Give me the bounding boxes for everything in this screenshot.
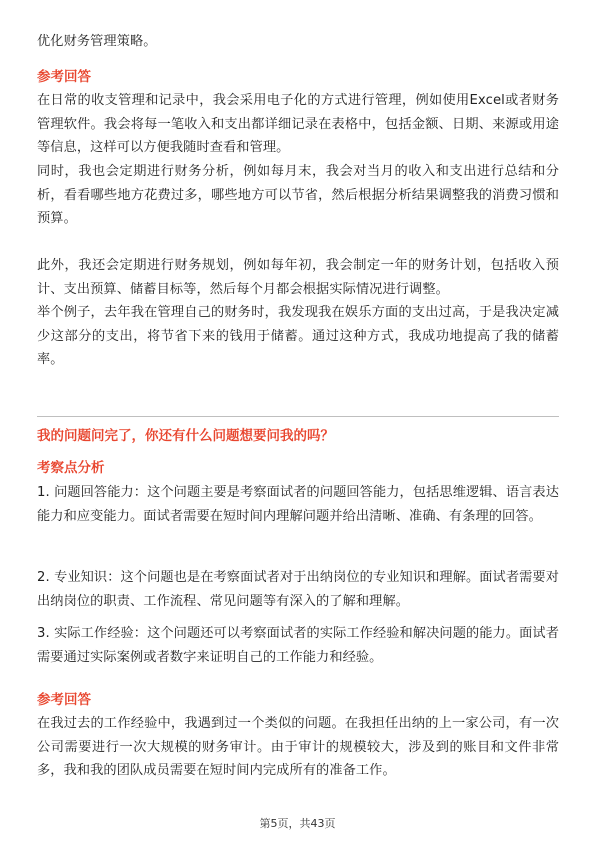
page-number: 第5页，共43页 bbox=[259, 817, 336, 830]
reference-answer-heading: 参考回答 bbox=[37, 692, 91, 708]
question-heading: 我的问题问完了，你还有什么问题想要问我的吗？ bbox=[37, 428, 334, 444]
analysis-heading: 考察点分析 bbox=[37, 460, 105, 476]
reference-answer-heading: 参考回答 bbox=[37, 69, 91, 85]
answer-paragraph: 在我过去的工作经验中，我遇到过一个类似的问题。在我担任出纳的上一家公司，有一次公司需要进行一次大规模的财务审计。由于审计的规模较大，涉及到的账目和文件非常多，我和我的团队成员需要在短时间内完成所有的准备工作。 bbox=[37, 716, 559, 778]
answer-paragraph: 同时，我也会定期进行财务分析，例如每月末，我会对当月的收入和支出进行总结和分析，看看哪些地方花费过多，哪些地方可以节省，然后根据分析结果调整我的消费习惯和预算。 bbox=[37, 164, 559, 226]
answer-paragraph: 举个例子，去年我在管理自己的财务时，我发现我在娱乐方面的支出过高，于是我决定减少这部分的支出，将节省下来的钱用于储蓄。通过这种方式，我成功地提高了我的储蓄率。 bbox=[37, 305, 559, 367]
analysis-item: 1. 问题回答能力：这个问题主要是考察面试者的问题回答能力，包括思维逻辑、语言表达能力和应变能力。面试者需要在短时间内理解问题并给出清晰、准确、有条理的回答。 bbox=[37, 485, 559, 524]
answer-paragraph: 此外，我还会定期进行财务规划，例如每年初，我会制定一年的财务计划，包括收入预计、支出预算、储蓄目标等，然后每个月都会根据实际情况进行调整。 bbox=[37, 258, 559, 297]
answer-paragraph: 在日常的收支管理和记录中，我会采用电子化的方式进行管理，例如使用Excel或者财务管理软件。我会将每一笔收入和支出都详细记录在表格中，包括金额、日期、来源或用途等信息，这样可以方便我随时查看和管理。 bbox=[37, 93, 559, 155]
intro-text: 优化财务管理策略。 bbox=[37, 34, 157, 49]
analysis-item: 3. 实际工作经验：这个问题还可以考察面试者的实际工作经验和解决问题的能力。面试者需要通过实际案例或者数字来证明自己的工作能力和经验。 bbox=[37, 626, 559, 665]
section-divider bbox=[37, 416, 559, 417]
analysis-item: 2. 专业知识：这个问题也是在考察面试者对于出纳岗位的专业知识和理解。面试者需要对出纳岗位的职责、工作流程、常见问题等有深入的了解和理解。 bbox=[37, 570, 559, 609]
